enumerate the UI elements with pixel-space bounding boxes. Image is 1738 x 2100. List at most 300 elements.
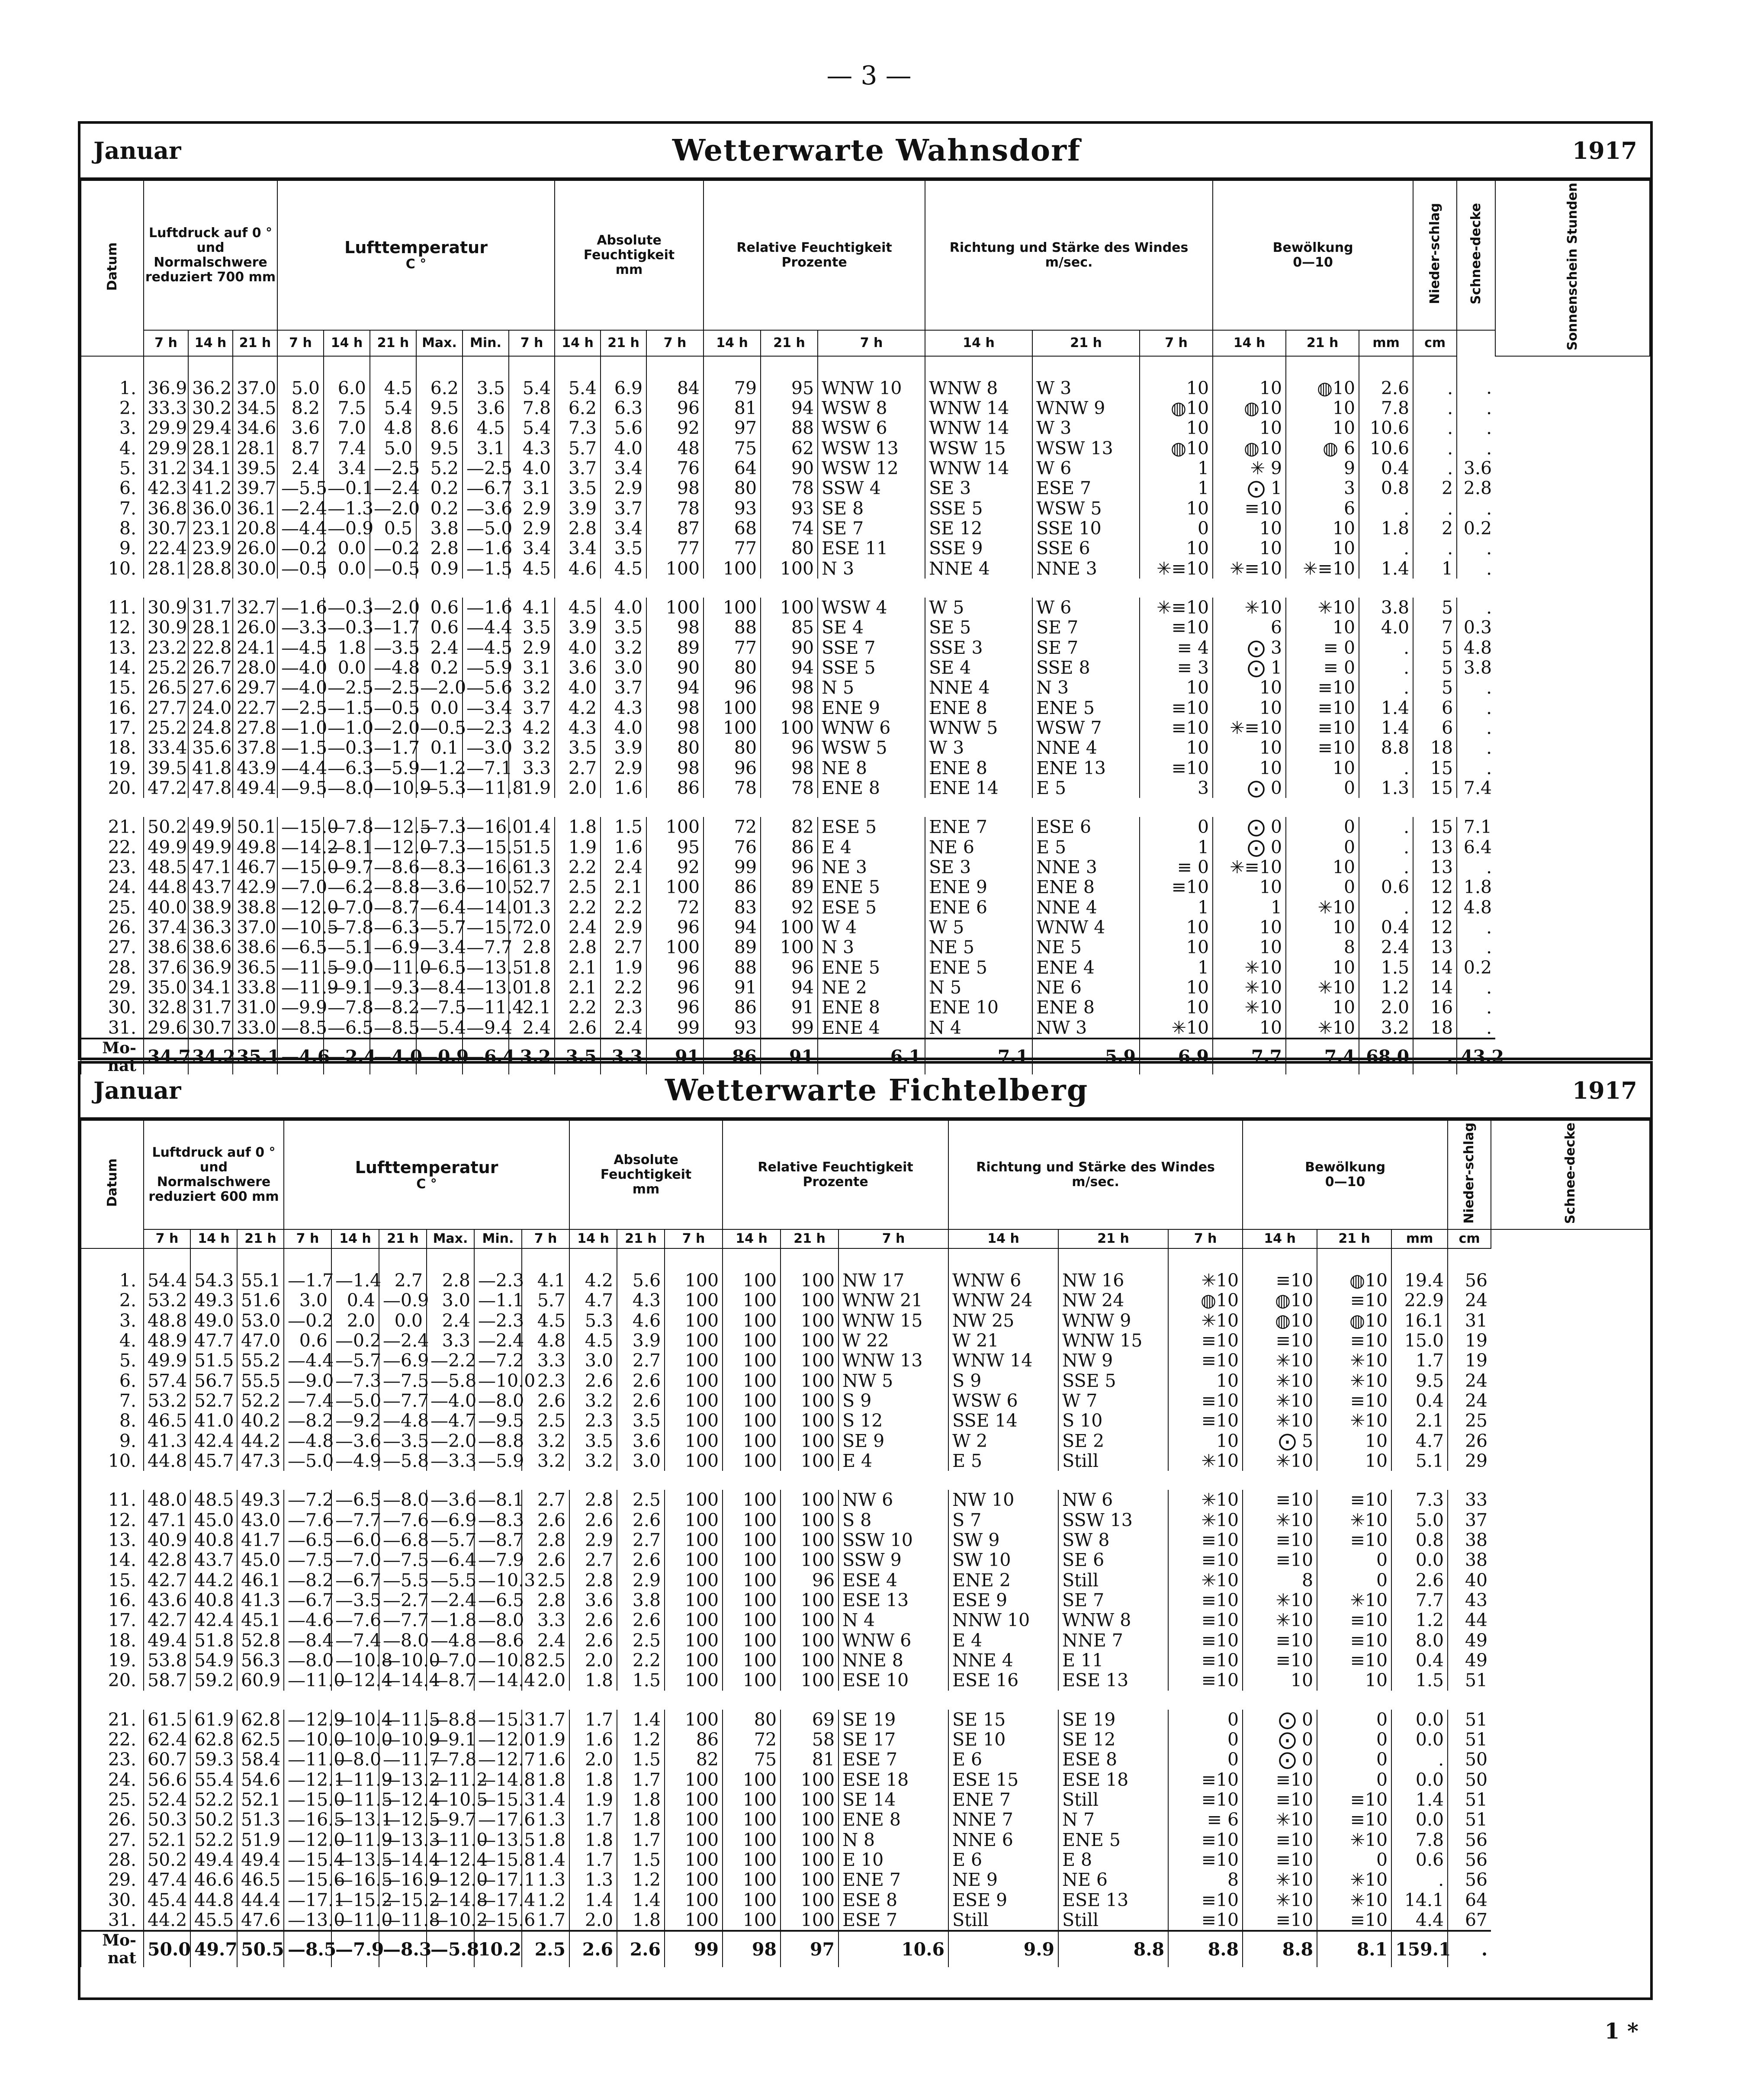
table-cell: 100 [781, 1650, 838, 1670]
table-cell: 47.6 [237, 1910, 284, 1931]
table-cell: 1.8 [1457, 877, 1495, 897]
table-cell: 2.2 [555, 857, 601, 877]
table-cell: 7.4 [324, 438, 370, 458]
table-cell: 2.3 [569, 1411, 617, 1431]
table-cell: —7.0 [427, 1650, 474, 1670]
table-cell: ✳10 [1286, 897, 1359, 917]
sub-header: 21 h [601, 330, 646, 356]
table-cell: 38 [1448, 1530, 1491, 1550]
header-relative-feuchtigkeit: Relative Feuchtigkeit Prozente [723, 1120, 948, 1229]
table-cell: 2.6 [617, 1510, 665, 1530]
table-cell: 100 [761, 598, 818, 617]
table-cell: 2.2 [555, 897, 601, 917]
table-cell: —8.7 [370, 897, 416, 917]
table-cell: 88 [704, 617, 761, 637]
summary-cell: 99 [665, 1931, 723, 1967]
table-cell: —8.8 [427, 1710, 474, 1730]
table-cell: ≡10 [1243, 1630, 1317, 1650]
table-cell: 75 [704, 438, 761, 458]
sub-header: 21 h [1058, 1229, 1168, 1248]
table-cell: 3.1 [463, 438, 509, 458]
table-cell: 10 [1140, 678, 1213, 698]
table-cell: 6 [1286, 498, 1359, 518]
date-cell: 17. [81, 718, 144, 738]
table-cell: SSE 10 [1032, 518, 1140, 538]
date-cell: 24. [81, 1770, 144, 1790]
table-cell: WSW 8 [818, 398, 925, 418]
table-cell: ≡ 0 [1286, 638, 1359, 658]
date-cell: 19. [81, 758, 144, 778]
table-cell: WNW 8 [925, 356, 1032, 398]
table-cell: —10.5 [463, 877, 509, 897]
table-cell: 96 [646, 978, 704, 997]
table-cell: —10.9 [370, 778, 416, 798]
table-cell: 3 [1286, 478, 1359, 498]
table-cell: 6 [1413, 698, 1457, 718]
date-cell: 20. [81, 1670, 144, 1690]
table-cell: 99 [704, 857, 761, 877]
table-cell: 12 [1413, 897, 1457, 917]
table-cell: 4.3 [601, 698, 646, 718]
sub-header: 14 h [948, 1229, 1058, 1248]
table-cell: 44 [1448, 1610, 1491, 1630]
table-row [81, 778, 1650, 798]
table-cell: ESE 9 [948, 1590, 1058, 1610]
table-cell: 37.6 [144, 958, 188, 978]
table-cell: 1.5 [1359, 958, 1413, 978]
table-cell: 2.6 [522, 1550, 569, 1570]
table-cell: 61.9 [190, 1710, 237, 1730]
table-cell: 56.7 [190, 1371, 237, 1391]
table-cell: . [1359, 897, 1413, 917]
table-cell: 0 [1317, 1749, 1391, 1769]
date-cell: 30. [81, 997, 144, 1017]
table-cell: 93 [704, 498, 761, 518]
date-cell: 5. [81, 458, 144, 478]
table-cell: 44.2 [237, 1431, 284, 1451]
table-cell: ≡ 3 [1140, 658, 1213, 678]
table-cell: WNW 6 [818, 718, 925, 738]
table-cell: 100 [781, 1790, 838, 1810]
table-cell: ≡10 [1317, 1490, 1391, 1510]
table-cell: 3.0 [284, 1290, 331, 1310]
table-cell: 30.7 [144, 518, 188, 538]
table-cell: 36.8 [144, 498, 188, 518]
table-cell: —6.7 [284, 1590, 331, 1610]
table-cell: 40.8 [190, 1590, 237, 1610]
table-cell: W 3 [1032, 356, 1140, 398]
date-cell: 21. [81, 1710, 144, 1730]
table-cell: . [1457, 398, 1495, 418]
table-cell: 0 [1140, 518, 1213, 538]
table-cell: ✳≡10 [1140, 559, 1213, 579]
table-cell: 100 [781, 1351, 838, 1370]
date-cell: 15. [81, 1570, 144, 1590]
table-cell: 28.8 [188, 559, 233, 579]
weather-table [80, 180, 1650, 1074]
date-cell: 29. [81, 978, 144, 997]
table-cell: ≡ 0 [1140, 857, 1213, 877]
table-cell: 45.1 [237, 1610, 284, 1630]
date-cell: 14. [81, 1550, 144, 1570]
header-absolute-feuchtigkeit: Absolute Feuchtigkeit mm [555, 180, 704, 330]
table-cell: 39.5 [233, 458, 277, 478]
table-cell: 90 [761, 638, 818, 658]
table-cell: 2.0 [569, 1650, 617, 1670]
table-cell: 84 [646, 356, 704, 398]
date-cell: 9. [81, 538, 144, 558]
table-cell: . [1457, 738, 1495, 758]
table-cell: 3.9 [555, 617, 601, 637]
table-cell: 100 [665, 1810, 723, 1830]
table-cell: ≡10 [1168, 1590, 1243, 1610]
table-row [81, 478, 1650, 498]
table-cell: 36.1 [233, 498, 277, 518]
table-cell: —7.3 [331, 1371, 379, 1391]
table-cell: 59.2 [190, 1670, 237, 1690]
table-cell: 2.5 [522, 1411, 569, 1431]
year-label: 1917 [1572, 137, 1637, 164]
sub-header: 14 h [925, 330, 1032, 356]
table-cell: N 8 [838, 1830, 948, 1850]
table-cell: ⨀ 0 [1243, 1710, 1317, 1730]
table-cell: 100 [704, 598, 761, 617]
table-cell: —11.0 [331, 1910, 379, 1931]
table-cell: 1.6 [601, 778, 646, 798]
table-cell: 89 [646, 638, 704, 658]
table-cell: 100 [723, 1630, 781, 1650]
table-cell: ENE 8 [925, 758, 1032, 778]
table-cell: 47.1 [188, 857, 233, 877]
table-row [81, 1670, 1650, 1690]
table-cell: 2.0 [569, 1910, 617, 1931]
table-cell: ENE 9 [925, 877, 1032, 897]
table-cell: SSE 7 [818, 638, 925, 658]
table-cell: —8.7 [427, 1670, 474, 1690]
table-cell: ENE 7 [948, 1790, 1058, 1810]
table-row [81, 1550, 1650, 1570]
summary-cell: 3.3 [601, 1039, 646, 1074]
table-cell: 93 [761, 498, 818, 518]
table-cell: 1.8 [569, 1770, 617, 1790]
table-cell: SSW 13 [1058, 1510, 1168, 1530]
table-cell: 3.0 [569, 1351, 617, 1370]
table-cell: —11.8 [463, 778, 509, 798]
table-cell: —6.9 [379, 1351, 427, 1370]
sub-header: mm [1391, 1229, 1448, 1248]
table-cell: 96 [704, 758, 761, 778]
table-cell: 7 [1413, 617, 1457, 637]
table-cell: SSE 5 [1058, 1371, 1168, 1391]
table-cell: 0.1 [416, 738, 463, 758]
table-cell: —3.3 [277, 617, 324, 637]
table-cell: 4.0 [555, 678, 601, 698]
table-cell: 2.8 [416, 538, 463, 558]
date-cell: 18. [81, 738, 144, 758]
table-cell: ✳10 [1243, 1810, 1317, 1830]
table-cell: 1.8 [522, 1830, 569, 1850]
table-cell: ≡10 [1243, 1530, 1317, 1550]
header-bewoelkung: Bewölkung 0—10 [1213, 180, 1413, 330]
table-row [81, 1570, 1650, 1590]
table-cell: —8.0 [474, 1610, 522, 1630]
table-cell: ✳10 [1317, 1890, 1391, 1910]
table-cell: 3.6 [569, 1590, 617, 1610]
table-cell: —7.0 [277, 877, 324, 897]
table-cell: 31.0 [233, 997, 277, 1017]
table-cell: 29 [1448, 1451, 1491, 1471]
spacer-cell [81, 798, 1495, 817]
table-cell: 100 [781, 1530, 838, 1550]
table-cell: 2.3 [522, 1371, 569, 1391]
table-cell: 25 [1448, 1411, 1491, 1431]
table-cell: 94 [761, 658, 818, 678]
table-cell: 22.7 [233, 698, 277, 718]
table-cell: E 5 [948, 1451, 1058, 1471]
summary-cell: 50.0 [144, 1931, 190, 1967]
table-cell: 50.3 [144, 1810, 190, 1830]
table-cell: —7.6 [284, 1510, 331, 1530]
table-row [81, 658, 1650, 678]
table-cell: 2.6 [522, 1391, 569, 1411]
table-cell: 49.3 [190, 1290, 237, 1310]
table-cell: —11.0 [284, 1749, 331, 1769]
table-cell: 30.9 [144, 617, 188, 637]
summary-cell: —4.0 [370, 1039, 416, 1074]
table-cell: NW 6 [838, 1490, 948, 1510]
table-cell: WNW 13 [838, 1351, 948, 1370]
date-cell: 3. [81, 418, 144, 438]
table-cell: 19 [1448, 1331, 1491, 1351]
table-cell: NE 5 [925, 937, 1032, 957]
table-cell: ≡10 [1317, 1290, 1391, 1310]
table-cell: 79 [704, 356, 761, 398]
table-cell: 2.5 [617, 1490, 665, 1510]
table-cell: —2.2 [427, 1351, 474, 1370]
summary-cell: . [1413, 1039, 1457, 1074]
table-cell: 3.8 [617, 1590, 665, 1610]
table-cell: NW 16 [1058, 1248, 1168, 1290]
table-cell: SW 8 [1058, 1530, 1168, 1550]
table-row [81, 1490, 1650, 1510]
table-cell: SE 8 [818, 498, 925, 518]
table-cell: . [1359, 538, 1413, 558]
table-cell: . [1457, 498, 1495, 518]
table-cell: 5.1 [1391, 1451, 1448, 1471]
table-cell: ≡ 6 [1168, 1810, 1243, 1830]
table-cell: 76 [704, 837, 761, 857]
summary-cell: 2.6 [569, 1931, 617, 1967]
table-cell: —4.4 [284, 1351, 331, 1370]
table-cell: —7.8 [324, 817, 370, 837]
table-cell: 100 [665, 1490, 723, 1510]
table-cell: 80 [646, 738, 704, 758]
table-cell: ≡10 [1140, 758, 1213, 778]
summary-cell: —8.5 [284, 1931, 331, 1967]
table-cell: 0.2 [416, 498, 463, 518]
table-cell: 41.2 [188, 478, 233, 498]
table-cell: ⨀ 0 [1213, 837, 1286, 857]
table-cell: . [1359, 758, 1413, 778]
date-cell: 10. [81, 1451, 144, 1471]
table-cell: . [1413, 538, 1457, 558]
table-cell: ⨀ 5 [1243, 1431, 1317, 1451]
table-cell: 100 [665, 1630, 723, 1650]
table-cell: 100 [665, 1290, 723, 1310]
table-cell: 3.1 [509, 478, 555, 498]
date-cell: 1. [81, 356, 144, 398]
table-cell: 98 [646, 617, 704, 637]
table-cell: 37.4 [144, 917, 188, 937]
table-cell: 10 [1286, 518, 1359, 538]
header-relative-feuchtigkeit: Relative Feuchtigkeit Prozente [704, 180, 925, 330]
table-cell: 28.0 [233, 658, 277, 678]
table-cell: W 5 [925, 598, 1032, 617]
table-cell: —14.4 [379, 1850, 427, 1870]
table-cell: —8.8 [474, 1431, 522, 1451]
table-cell: 3.9 [601, 738, 646, 758]
table-cell: 0 [1317, 1770, 1391, 1790]
table-cell: 100 [723, 1870, 781, 1890]
table-cell: 31 [1448, 1311, 1491, 1331]
table-cell: 33 [1448, 1490, 1491, 1510]
table-cell: 15 [1413, 758, 1457, 778]
table-cell: 52.7 [190, 1391, 237, 1411]
table-cell: WNW 15 [838, 1311, 948, 1331]
table-cell: 10 [1286, 398, 1359, 418]
table-cell: 100 [665, 1870, 723, 1890]
table-cell: —5.1 [324, 937, 370, 957]
table-row [81, 638, 1650, 658]
table-cell: 68 [704, 518, 761, 538]
table-cell: —4.6 [284, 1610, 331, 1630]
table-cell: —5.5 [427, 1570, 474, 1590]
table-cell: —3.6 [427, 1490, 474, 1510]
table-cell: 72 [723, 1730, 781, 1749]
table-cell: 2.6 [522, 1510, 569, 1530]
date-cell: 4. [81, 438, 144, 458]
table-cell: WSW 5 [818, 738, 925, 758]
table-cell: 96 [781, 1570, 838, 1590]
table-cell: 100 [665, 1431, 723, 1451]
table-cell: —15.6 [284, 1870, 331, 1890]
table-cell: 1.9 [601, 958, 646, 978]
month-label: Januar [93, 1077, 181, 1104]
summary-cell: 3.2 [509, 1039, 555, 1074]
table-cell: 51.5 [190, 1351, 237, 1370]
table-cell: ENE 5 [1032, 698, 1140, 718]
table-cell: N 3 [818, 937, 925, 957]
table-cell: —10.2 [427, 1910, 474, 1931]
table-cell: —2.4 [379, 1331, 427, 1351]
table-cell: 75 [723, 1749, 781, 1769]
table-cell: 51 [1448, 1730, 1491, 1749]
table-cell: SE 17 [838, 1730, 948, 1749]
sub-header: 7 h [646, 330, 704, 356]
date-cell: 27. [81, 937, 144, 957]
table-cell: N 5 [925, 978, 1032, 997]
table-cell: 92 [646, 418, 704, 438]
table-cell: 10 [1213, 917, 1286, 937]
sub-header: 21 h [1317, 1229, 1391, 1248]
table-cell: 2.4 [555, 917, 601, 937]
table-cell: ⨀ 3 [1213, 638, 1286, 658]
table-cell: . [1457, 978, 1495, 997]
table-cell: . [1457, 418, 1495, 438]
table-cell: ESE 16 [948, 1670, 1058, 1690]
table-cell: 4.8 [1457, 638, 1495, 658]
table-cell: NE 9 [948, 1870, 1058, 1890]
table-cell: ✳10 [1317, 1870, 1391, 1890]
table-cell: SSE 5 [925, 498, 1032, 518]
table-cell: 51.3 [237, 1810, 284, 1830]
table-cell: —4.0 [427, 1391, 474, 1411]
table-cell: 100 [665, 1391, 723, 1411]
table-cell: 55.2 [237, 1351, 284, 1370]
table-row [81, 398, 1650, 418]
table-cell: . [1359, 498, 1413, 518]
table-cell: —11.5 [277, 958, 324, 978]
table-cell: —12.9 [284, 1710, 331, 1730]
table-cell: —9.0 [324, 958, 370, 978]
table-cell: 46.5 [237, 1870, 284, 1890]
table-cell: NE 8 [818, 758, 925, 778]
summary-cell: 7.1 [925, 1039, 1032, 1074]
table-cell: 3.2 [522, 1451, 569, 1471]
table-cell: 29.4 [188, 418, 233, 438]
table-cell: ◍10 [1213, 438, 1286, 458]
table-cell: 1.2 [522, 1890, 569, 1910]
table-cell: NNE 7 [1058, 1630, 1168, 1650]
table-row [81, 1311, 1650, 1331]
table-cell: ENE 5 [818, 877, 925, 897]
table-cell: 85 [761, 617, 818, 637]
station-fichtelberg [78, 1061, 1653, 2000]
table-cell: 13 [1413, 857, 1457, 877]
table-cell: 5 [1413, 658, 1457, 678]
table-cell: 96 [761, 857, 818, 877]
station-title: Wetterwarte Wahnsdorf [672, 133, 1081, 168]
table-cell: 2.4 [601, 1018, 646, 1039]
table-cell: 2.9 [509, 498, 555, 518]
table-cell: W 5 [925, 917, 1032, 937]
table-cell: ESE 10 [838, 1670, 948, 1690]
table-cell: 1.8 [617, 1910, 665, 1931]
table-cell: 2.7 [379, 1248, 427, 1290]
table-cell: 2.7 [509, 877, 555, 897]
table-cell: 5 [1413, 598, 1457, 617]
table-cell: 2.4 [522, 1630, 569, 1650]
table-cell: 2.1 [1391, 1411, 1448, 1431]
table-cell: —6.9 [427, 1510, 474, 1530]
table-cell: 47.4 [144, 1870, 190, 1890]
table-cell: —7.6 [379, 1510, 427, 1530]
table-cell: —5.7 [416, 917, 463, 937]
table-cell: ✳≡10 [1213, 559, 1286, 579]
table-cell: SE 5 [925, 617, 1032, 637]
summary-label: Mo-nat [81, 1039, 144, 1074]
table-cell: —8.0 [324, 778, 370, 798]
table-cell: 34.1 [188, 978, 233, 997]
table-cell: 56.6 [144, 1770, 190, 1790]
table-cell: —2.0 [370, 498, 416, 518]
summary-cell: —7.9 [331, 1931, 379, 1967]
date-cell: 6. [81, 1371, 144, 1391]
table-cell: 100 [665, 1710, 723, 1730]
table-cell: 8.7 [277, 438, 324, 458]
table-cell: ✳10 [1317, 1351, 1391, 1370]
table-cell: ✳10 [1243, 1590, 1317, 1610]
